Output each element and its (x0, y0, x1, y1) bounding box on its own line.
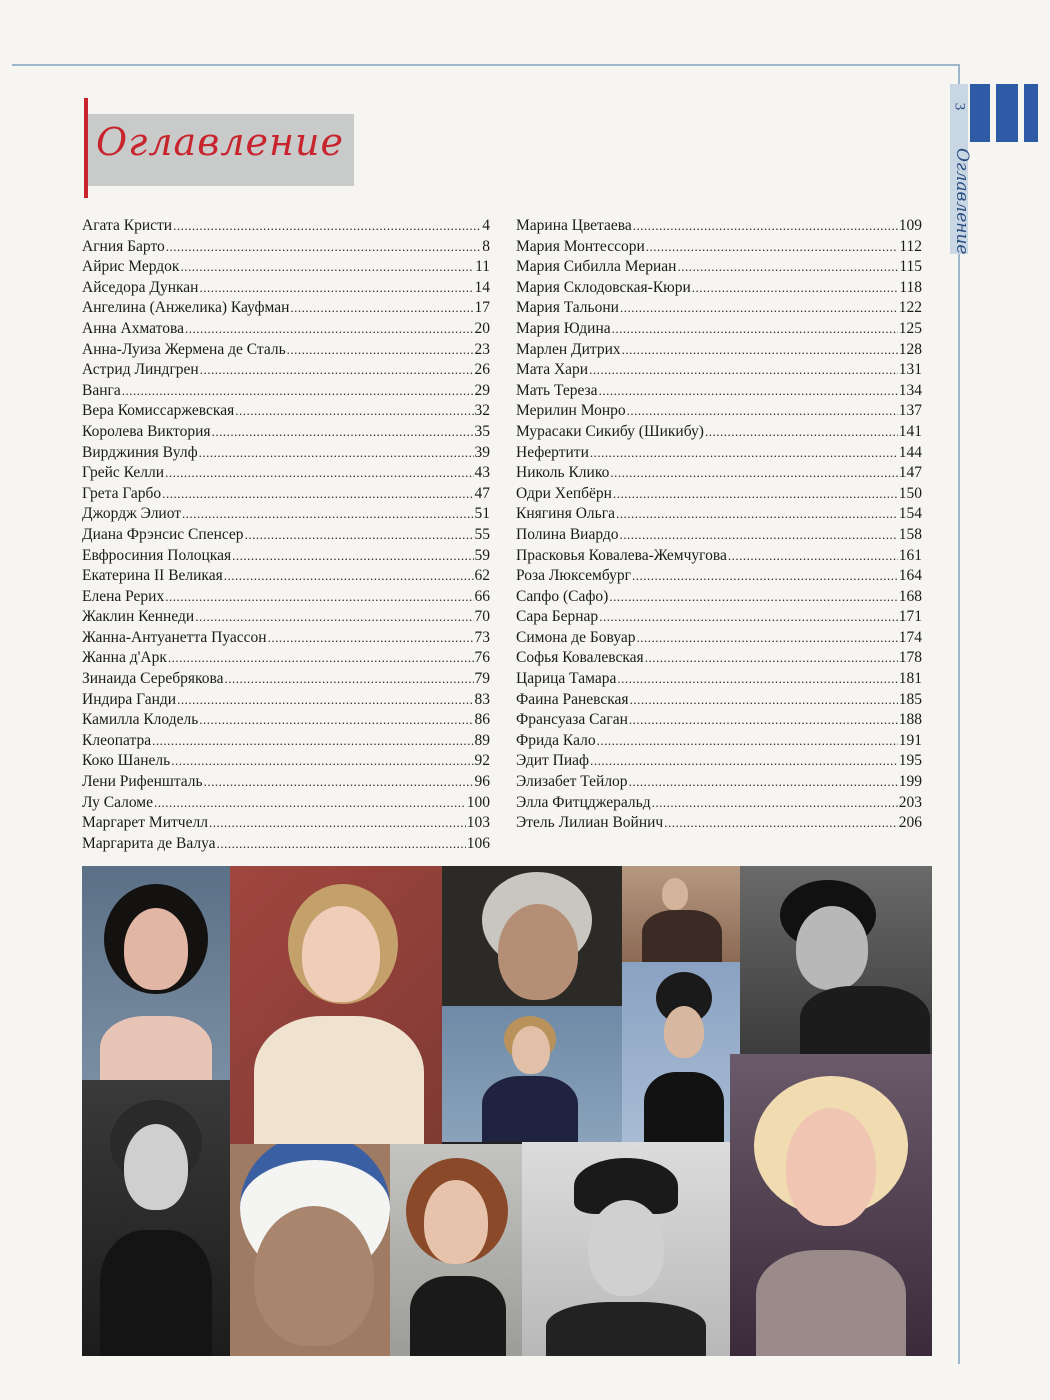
toc-entry-name: Мария Тальони (516, 299, 619, 317)
toc-entry-page: 20 (474, 319, 490, 337)
toc-entry-name: Вера Комиссаржевская (82, 402, 235, 420)
toc-entry (516, 319, 922, 340)
toc-entry-page: 161 (898, 546, 922, 564)
toc-entry-page: 29 (474, 381, 490, 399)
toc-entry-page: 43 (474, 464, 490, 482)
toc-entry-page: 4 (482, 217, 490, 234)
toc-entry (516, 566, 922, 587)
toc-entry-name: Этель Лилиан Войнич (516, 814, 664, 832)
toc-entry-name: Царица Тамара (516, 670, 617, 688)
toc-entry-page: 188 (898, 711, 922, 729)
toc-entry (82, 237, 490, 258)
toc-leader-dots (173, 216, 481, 237)
toc-entry-page: 55 (474, 525, 490, 543)
toc-entry-page: 62 (474, 567, 490, 585)
toc-entry-name: Коко Шанель (82, 752, 171, 770)
toc-entry-name: Айрис Мердок (82, 258, 180, 276)
toc-entry (82, 793, 490, 814)
page-title: Оглавление (96, 120, 345, 164)
toc-entry-name: Мария Склодовская-Кюри (516, 278, 691, 296)
toc-entry-name: Джордж Элиот (82, 505, 182, 523)
toc-entry-page: 158 (898, 525, 922, 543)
toc-entry (516, 731, 922, 752)
toc-leader-dots (622, 340, 898, 361)
toc-entry-name: Мария Сибилла Мериан (516, 258, 677, 276)
toc-leader-dots (154, 793, 466, 814)
toc-entry-page: 70 (474, 608, 490, 626)
toc-leader-dots (268, 628, 474, 649)
toc-entry-page: 8 (482, 237, 490, 255)
toc-leader-dots (162, 484, 473, 505)
portrait-collage (82, 866, 932, 1356)
toc-leader-dots (287, 340, 474, 361)
toc-entry-name: Лени Рифеншталь (82, 773, 203, 791)
toc-left-column (82, 216, 490, 854)
toc-leader-dots (232, 546, 473, 567)
page-top-rule (12, 64, 960, 66)
toc-entry-page: 112 (899, 237, 922, 255)
toc-entry-page: 79 (474, 670, 490, 688)
toc-entry-name: Анна Ахматова (82, 319, 184, 337)
toc-entry-page: 115 (899, 258, 922, 276)
toc-entry-page: 168 (898, 587, 922, 605)
toc-leader-dots (620, 298, 898, 319)
toc-entry (82, 340, 490, 361)
toc-entry (82, 298, 490, 319)
toc-leader-dots (177, 690, 473, 711)
toc-entry-name: Королева Виктория (82, 422, 211, 440)
toc-entry-page: 118 (899, 278, 922, 296)
toc-entry-name: Агата Кристи (82, 217, 173, 234)
portrait-photo-2 (230, 866, 442, 1144)
toc-leader-dots (209, 813, 466, 834)
portrait-photo-7 (622, 962, 740, 1142)
toc-leader-dots (199, 278, 473, 299)
toc-entry (516, 443, 922, 464)
toc-entry-name: Симона де Бовуар (516, 628, 636, 646)
toc-entry (516, 360, 922, 381)
toc-entry-page: 106 (466, 834, 490, 852)
toc-leader-dots (204, 772, 474, 793)
portrait-photo-3 (442, 866, 622, 1006)
portrait-photo-5 (740, 866, 932, 1054)
toc-entry (82, 813, 490, 834)
toc-entry (82, 772, 490, 793)
toc-leader-dots (645, 648, 898, 669)
toc-entry (516, 463, 922, 484)
toc-entry-page: 86 (474, 711, 490, 729)
tab-stripe-2 (996, 84, 1018, 142)
toc-entry (82, 690, 490, 711)
toc-entry (82, 257, 490, 278)
toc-entry (516, 525, 922, 546)
toc-entry-page: 83 (474, 690, 490, 708)
toc-entry-page: 47 (474, 484, 490, 502)
toc-entry (516, 710, 922, 731)
toc-entry-page: 185 (898, 690, 922, 708)
toc-leader-dots (168, 648, 474, 669)
toc-leader-dots (612, 319, 898, 340)
toc-entry-name: Зинаида Серебрякова (82, 670, 224, 688)
toc-entry-name: Прасковья Ковалева-Жемчугова (516, 546, 727, 564)
toc-leader-dots (630, 690, 898, 711)
toc-entry-name: Диана Фрэнсис Спенсер (82, 525, 244, 543)
toc-leader-dots (224, 566, 474, 587)
toc-entry (82, 648, 490, 669)
toc-entry (516, 690, 922, 711)
toc-entry-page: 51 (474, 505, 490, 523)
toc-entry (82, 504, 490, 525)
toc-entry (82, 628, 490, 649)
toc-leader-dots (599, 607, 898, 628)
toc-leader-dots (599, 381, 898, 402)
toc-entry-page: 199 (898, 773, 922, 791)
toc-leader-dots (617, 669, 897, 690)
toc-leader-dots (200, 360, 474, 381)
portrait-photo-4 (622, 866, 740, 962)
toc-leader-dots (224, 669, 473, 690)
toc-entry-page: 178 (898, 649, 922, 667)
portrait-photo-8 (82, 1080, 230, 1356)
toc-entry-name: Княгиня Ольга (516, 505, 615, 523)
toc-entry (516, 257, 922, 278)
toc-entry-name: Агния Барто (82, 237, 165, 255)
toc-leader-dots (182, 504, 473, 525)
toc-leader-dots (613, 484, 898, 505)
toc-entry (516, 484, 922, 505)
toc-entry-name: Элизабет Тейлор (516, 773, 628, 791)
toc-entry-page: 171 (898, 608, 922, 626)
toc-entry-name: Астрид Линдгрен (82, 361, 199, 379)
toc-entry-name: Грейс Келли (82, 464, 165, 482)
toc-entry (82, 607, 490, 628)
toc-entry-name: Анна-Луиза Жермена де Сталь (82, 340, 286, 358)
toc-entry-page: 100 (466, 793, 490, 811)
toc-entry (516, 628, 922, 649)
toc-entry-name: Ангелина (Анжелика) Кауфман (82, 299, 290, 317)
toc-entry (516, 237, 922, 258)
toc-entry (82, 566, 490, 587)
toc-entry-name: Франсуаза Саган (516, 711, 628, 729)
toc-entry (82, 484, 490, 505)
toc-entry-name: Жанна д'Арк (82, 649, 167, 667)
toc-leader-dots (610, 463, 897, 484)
toc-entry-name: Одри Хепбёрн (516, 484, 612, 502)
toc-entry-name: Сара Бернар (516, 608, 599, 626)
toc-leader-dots (212, 422, 474, 443)
toc-entry-name: Мария Монтессори (516, 237, 645, 255)
toc-entry (82, 360, 490, 381)
toc-entry-page: 89 (474, 731, 490, 749)
toc-entry-name: Эдит Пиаф (516, 752, 590, 770)
toc-entry-page: 134 (898, 381, 922, 399)
toc-entry (82, 546, 490, 567)
toc-entry-name: Элла Фитцджеральд (516, 793, 651, 811)
portrait-photo-12 (730, 1054, 932, 1356)
toc-leader-dots (705, 422, 898, 443)
toc-entry-page: 109 (898, 217, 922, 234)
toc-entry-page: 131 (898, 361, 922, 379)
toc-leader-dots (199, 710, 473, 731)
toc-entry-page: 66 (474, 587, 490, 605)
toc-entry (516, 546, 922, 567)
toc-leader-dots (609, 587, 897, 608)
toc-leader-dots (589, 360, 898, 381)
toc-entry-page: 73 (474, 628, 490, 646)
toc-entry-name: Мать Тереза (516, 381, 598, 399)
toc-entry-page: 206 (898, 814, 922, 832)
toc-entry-name: Камилла Клодель (82, 711, 199, 729)
toc-entry-name: Сапфо (Сафо) (516, 587, 609, 605)
toc-leader-dots (616, 504, 898, 525)
toc-leader-dots (590, 751, 898, 772)
toc-entry-name: Жаклин Кеннеди (82, 608, 195, 626)
toc-leader-dots (171, 751, 473, 772)
toc-entry-name: Мария Юдина (516, 319, 611, 337)
toc-entry-page: 11 (475, 258, 490, 276)
toc-entry (516, 751, 922, 772)
toc-entry-name: Маргарита де Валуа (82, 834, 216, 852)
toc-entry-page: 203 (898, 793, 922, 811)
toc-entry-name: Жанна-Антуанетта Пуассон (82, 628, 267, 646)
toc-entry-name: Мерилин Монро (516, 402, 626, 420)
toc-entry-page: 174 (898, 628, 922, 646)
toc-entry (516, 648, 922, 669)
toc-entry (516, 607, 922, 628)
toc-leader-dots (632, 566, 898, 587)
toc-entry (82, 422, 490, 443)
toc-entry-page: 32 (474, 402, 490, 420)
toc-leader-dots (165, 587, 473, 608)
toc-entry-page: 122 (898, 299, 922, 317)
toc-entry-page: 150 (898, 484, 922, 502)
heading-red-bar (84, 98, 88, 198)
toc-entry (82, 216, 490, 237)
tab-stripe-1 (970, 84, 990, 142)
toc-entry (516, 422, 922, 443)
toc-entry-name: Полина Виардо (516, 525, 619, 543)
toc-leader-dots (152, 731, 473, 752)
toc-entry-name: Роза Люксембург (516, 567, 632, 585)
toc-entry-page: 35 (474, 422, 490, 440)
toc-entry-name: Елена Рерих (82, 587, 165, 605)
toc-entry (516, 278, 922, 299)
side-section-label: Оглавление (952, 148, 972, 255)
toc-entry (82, 710, 490, 731)
toc-entry (82, 669, 490, 690)
toc-leader-dots (185, 319, 474, 340)
toc-entry (82, 463, 490, 484)
toc-leader-dots (165, 463, 473, 484)
toc-entry-page: 14 (474, 278, 490, 296)
toc-entry-page: 195 (898, 752, 922, 770)
toc-entry (82, 731, 490, 752)
toc-leader-dots (590, 443, 898, 464)
toc-entry-name: Нефертити (516, 443, 589, 461)
toc-entry-page: 23 (474, 340, 490, 358)
toc-leader-dots (122, 381, 474, 402)
toc-entry (82, 381, 490, 402)
toc-entry (516, 793, 922, 814)
toc-entry-name: Екатерина II Великая (82, 567, 223, 585)
toc-leader-dots (629, 772, 898, 793)
toc-leader-dots (646, 237, 899, 258)
toc-entry-page: 147 (898, 464, 922, 482)
toc-entry (516, 772, 922, 793)
portrait-photo-9 (230, 1144, 390, 1356)
toc-entry (82, 278, 490, 299)
toc-entry-page: 92 (474, 752, 490, 770)
toc-entry-name: Мурасаки Сикибу (Шикибу) (516, 422, 704, 440)
toc-entry-name: Марлен Дитрих (516, 340, 621, 358)
toc-entry-page: 59 (474, 546, 490, 564)
toc-right-column (516, 216, 922, 834)
toc-leader-dots (629, 710, 898, 731)
toc-entry (516, 504, 922, 525)
toc-entry-name: Ванга (82, 381, 121, 399)
toc-entry (82, 751, 490, 772)
toc-entry (516, 587, 922, 608)
toc-leader-dots (290, 298, 473, 319)
toc-entry-page: 26 (474, 361, 490, 379)
toc-entry (516, 340, 922, 361)
toc-leader-dots (597, 731, 898, 752)
toc-entry (82, 443, 490, 464)
toc-entry-name: Лу Саломе (82, 793, 153, 811)
toc-entry (82, 401, 490, 422)
toc-entry (516, 401, 922, 422)
toc-entry-page: 125 (898, 319, 922, 337)
portrait-photo-10 (390, 1144, 522, 1356)
toc-leader-dots (195, 607, 473, 628)
toc-entry-page: 96 (474, 773, 490, 791)
toc-leader-dots (633, 216, 898, 237)
toc-entry-page: 164 (898, 567, 922, 585)
toc-entry-page: 154 (898, 505, 922, 523)
toc-leader-dots (180, 257, 474, 278)
portrait-photo-11 (522, 1142, 730, 1356)
toc-entry-page: 191 (898, 731, 922, 749)
toc-entry-page: 144 (898, 443, 922, 461)
toc-leader-dots (199, 443, 474, 464)
portrait-photo-1 (82, 866, 230, 1080)
toc-leader-dots (245, 525, 474, 546)
toc-entry-page: 103 (466, 814, 490, 832)
toc-leader-dots (627, 401, 898, 422)
toc-leader-dots (652, 793, 898, 814)
toc-leader-dots (217, 834, 466, 855)
toc-entry (516, 216, 922, 237)
toc-leader-dots (620, 525, 898, 546)
toc-entry-page: 128 (898, 340, 922, 358)
toc-leader-dots (166, 237, 481, 258)
toc-entry-name: Маргарет Митчелл (82, 814, 208, 832)
toc-entry (82, 525, 490, 546)
toc-entry (516, 298, 922, 319)
side-page-number: 3 (951, 102, 968, 111)
toc-leader-dots (235, 401, 473, 422)
toc-entry-name: Фрида Кало (516, 731, 596, 749)
portrait-photo-6 (442, 1006, 622, 1142)
toc-entry-page: 76 (474, 649, 490, 667)
toc-entry-name: Клеопатра (82, 731, 152, 749)
toc-entry (82, 587, 490, 608)
toc-entry-name: Мата Хари (516, 361, 589, 379)
toc-leader-dots (637, 628, 898, 649)
toc-leader-dots (677, 257, 898, 278)
toc-entry (516, 381, 922, 402)
toc-entry-name: Грета Гарбо (82, 484, 162, 502)
toc-entry-page: 39 (474, 443, 490, 461)
toc-entry-name: Вирджиния Вулф (82, 443, 198, 461)
toc-entry-page: 141 (898, 422, 922, 440)
toc-entry (516, 669, 922, 690)
toc-entry-page: 181 (898, 670, 922, 688)
toc-entry-name: Фаина Раневская (516, 690, 629, 708)
toc-entry-name: Айседора Дункан (82, 278, 199, 296)
toc-entry-name: Софья Ковалевская (516, 649, 644, 667)
toc-leader-dots (692, 278, 899, 299)
toc-entry-name: Индира Ганди (82, 690, 177, 708)
toc-leader-dots (664, 813, 898, 834)
page-right-rule (958, 64, 960, 1364)
toc-entry-page: 137 (898, 402, 922, 420)
toc-entry-name: Николь Клико (516, 464, 610, 482)
toc-entry (82, 319, 490, 340)
toc-entry (82, 834, 490, 855)
toc-entry-name: Евфросиния Полоцкая (82, 546, 232, 564)
toc-leader-dots (728, 546, 898, 567)
tab-stripe-3 (1024, 84, 1038, 142)
toc-entry-page: 17 (474, 299, 490, 317)
toc-entry (516, 813, 922, 834)
toc-entry-name: Марина Цветаева (516, 217, 632, 234)
